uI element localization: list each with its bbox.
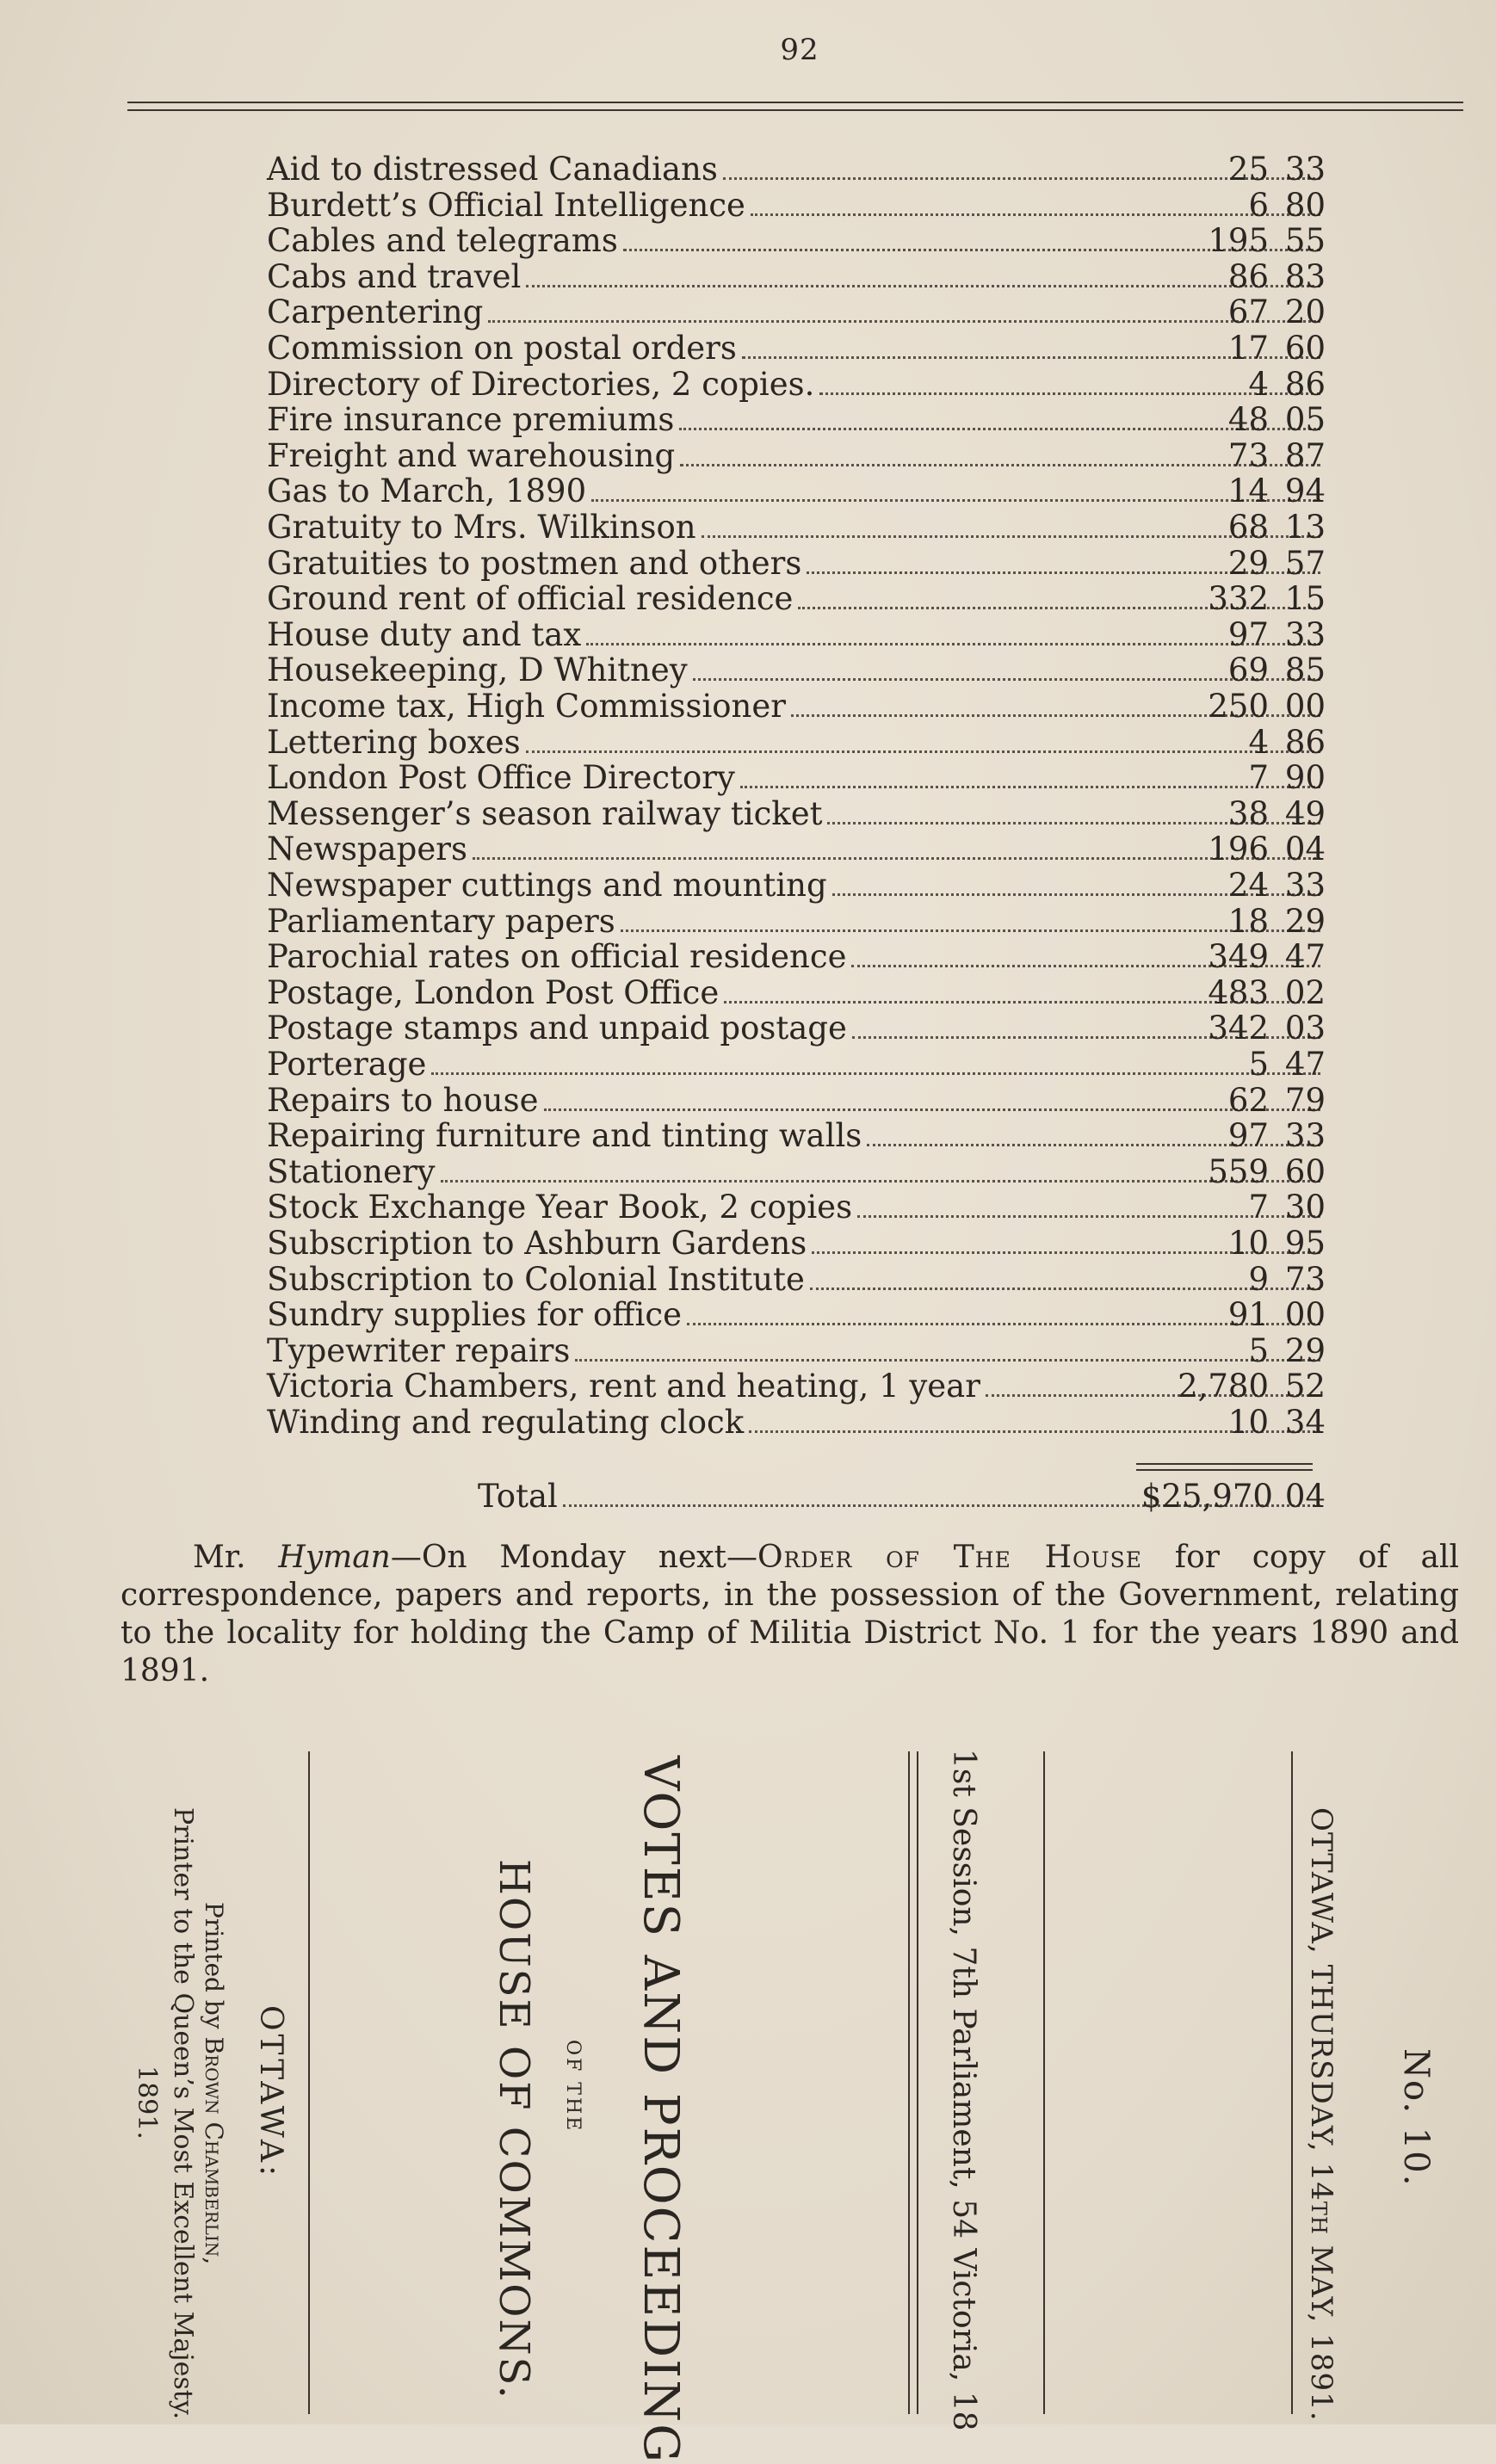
expense-name: Lettering boxes bbox=[267, 723, 521, 761]
expense-dollars: 332 bbox=[1208, 580, 1269, 618]
cover-year: 1891. bbox=[132, 2066, 162, 2140]
notice-text: for copy of all correspondence, papers and reports, in the possession of the Government, relating to the locality for holding the Camp of Militia District No. 1 for the years 1890 and 1891. bbox=[121, 1540, 1459, 1689]
expense-dollars: 7 bbox=[1248, 759, 1269, 797]
expense-cents: 15 bbox=[1284, 580, 1326, 618]
expense-name: Victoria Chambers, rent and heating, 1 year bbox=[267, 1368, 980, 1405]
expense-name: Aid to distressed Canadians bbox=[267, 151, 718, 188]
expense-cents: 85 bbox=[1284, 652, 1326, 689]
cover-rule bbox=[917, 1751, 918, 2414]
expense-cents: 90 bbox=[1284, 759, 1326, 797]
expense-name: Directory of Directories, 2 copies. bbox=[267, 365, 815, 403]
expense-cents: 49 bbox=[1284, 794, 1326, 832]
expense-amount bbox=[1145, 868, 1326, 904]
expense-cents: 73 bbox=[1284, 1260, 1326, 1298]
expense-cents: 47 bbox=[1284, 1046, 1326, 1083]
expense-row bbox=[267, 546, 1326, 582]
expense-name: Commission on postal orders bbox=[267, 330, 737, 367]
expense-cents: 04 bbox=[1284, 831, 1326, 868]
expense-row bbox=[267, 796, 1326, 832]
expense-dollars: 349 bbox=[1208, 938, 1269, 976]
sum-rule bbox=[1136, 1463, 1313, 1465]
expense-amount bbox=[1145, 509, 1326, 546]
expense-row bbox=[267, 760, 1326, 796]
expense-amount bbox=[1145, 1047, 1326, 1083]
cover-city: OTTAWA: bbox=[253, 2005, 288, 2180]
expense-row bbox=[267, 975, 1326, 1011]
expense-cents: 05 bbox=[1284, 401, 1326, 439]
expense-amount bbox=[1145, 725, 1326, 761]
expense-amount bbox=[1145, 1154, 1326, 1190]
expense-row bbox=[267, 330, 1326, 367]
expense-amount bbox=[1145, 689, 1326, 725]
expense-row bbox=[267, 1083, 1326, 1119]
expense-name: Cabs and travel bbox=[267, 257, 522, 295]
total-label: Total bbox=[478, 1478, 558, 1515]
expense-dollars: 14 bbox=[1227, 472, 1269, 510]
expense-cents: 87 bbox=[1284, 436, 1326, 474]
expense-name: Repairing furniture and tinting walls bbox=[267, 1117, 862, 1155]
expense-cents: 86 bbox=[1284, 723, 1326, 761]
expense-amount bbox=[1145, 438, 1326, 474]
cover-printed-by: Printed by Brown Chamberlin, bbox=[200, 1902, 228, 2265]
expense-name: Newspaper cuttings and mounting bbox=[267, 867, 827, 904]
expense-name: Newspapers bbox=[267, 831, 467, 868]
expense-amount bbox=[1145, 831, 1326, 868]
expense-cents: 20 bbox=[1284, 293, 1326, 331]
expense-amount bbox=[1145, 294, 1326, 330]
expense-amount bbox=[1145, 1010, 1326, 1047]
expense-amount bbox=[1145, 151, 1326, 188]
notice-paragraph bbox=[121, 1539, 1459, 1728]
expense-cents: 02 bbox=[1284, 973, 1326, 1011]
expense-name: Income tax, High Commissioner bbox=[267, 688, 786, 725]
expense-row bbox=[267, 151, 1326, 188]
expense-name: Gas to March, 1890 bbox=[267, 472, 587, 510]
expense-dollars: 559 bbox=[1208, 1152, 1269, 1190]
expense-row bbox=[267, 1226, 1326, 1262]
expense-name: Housekeeping, D Whitney bbox=[267, 652, 688, 689]
expense-dollars: 2,780 bbox=[1178, 1368, 1269, 1405]
expense-dollars: 4 bbox=[1248, 723, 1269, 761]
expense-dollars: 29 bbox=[1227, 544, 1269, 582]
expense-name: London Post Office Directory bbox=[267, 759, 735, 797]
expense-name: Carpentering bbox=[267, 293, 484, 331]
expense-cents: 30 bbox=[1284, 1189, 1326, 1226]
expense-dollars: 342 bbox=[1208, 1010, 1269, 1047]
expense-amount bbox=[1145, 796, 1326, 832]
expense-dollars: 5 bbox=[1248, 1046, 1269, 1083]
expense-amount bbox=[1145, 1189, 1326, 1226]
expense-name: Fire insurance premiums bbox=[267, 401, 675, 439]
cover-rule bbox=[1043, 1751, 1045, 2414]
expense-dollars: 25 bbox=[1227, 151, 1269, 188]
expense-name: Porterage bbox=[267, 1046, 427, 1083]
expense-name: Gratuities to postmen and others bbox=[267, 544, 802, 582]
expense-name: House duty and tax bbox=[267, 615, 582, 653]
expense-row bbox=[267, 367, 1326, 403]
expense-dollars: 18 bbox=[1227, 902, 1269, 940]
expense-name: Ground rent of official residence bbox=[267, 580, 794, 618]
expense-cents: 03 bbox=[1284, 1010, 1326, 1047]
cover-issue-number: No. 10. bbox=[1396, 2048, 1436, 2188]
expense-row bbox=[267, 904, 1326, 940]
expense-name: Subscription to Colonial Institute bbox=[267, 1260, 805, 1298]
cover-date: OTTAWA, THURSDAY, 14TH MAY, 1891. bbox=[1304, 1807, 1338, 2422]
expense-row bbox=[267, 438, 1326, 474]
expense-row bbox=[267, 939, 1326, 975]
expense-row bbox=[267, 689, 1326, 725]
expense-cents: 33 bbox=[1284, 1117, 1326, 1155]
cover-title: VOTES AND PROCEEDING bbox=[633, 1756, 689, 2464]
expense-cents: 52 bbox=[1284, 1368, 1326, 1405]
expense-amount bbox=[1145, 1333, 1326, 1369]
expense-cents: 00 bbox=[1284, 1296, 1326, 1334]
expense-row bbox=[267, 223, 1326, 259]
expense-cents: 60 bbox=[1284, 330, 1326, 367]
expense-row bbox=[267, 1189, 1326, 1226]
expense-amount bbox=[1145, 330, 1326, 367]
expense-name: Parliamentary papers bbox=[267, 902, 615, 940]
expense-row bbox=[267, 652, 1326, 689]
expense-dollars: 38 bbox=[1227, 794, 1269, 832]
expense-cents: 00 bbox=[1284, 688, 1326, 725]
expense-dollars: 6 bbox=[1248, 186, 1269, 224]
expense-name: Stock Exchange Year Book, 2 copies bbox=[267, 1189, 853, 1226]
expense-dollars: 250 bbox=[1208, 688, 1269, 725]
expense-amount bbox=[1145, 1083, 1326, 1119]
expense-dollars: 68 bbox=[1227, 509, 1269, 546]
expense-dollars: 9 bbox=[1248, 1260, 1269, 1298]
expense-row bbox=[267, 1154, 1326, 1190]
expense-amount bbox=[1145, 1262, 1326, 1298]
expense-dollars: 17 bbox=[1227, 330, 1269, 367]
total-cents: 04 bbox=[1284, 1478, 1326, 1515]
expense-row bbox=[267, 1333, 1326, 1369]
expense-name: Cables and telegrams bbox=[267, 222, 618, 260]
expense-cents: 33 bbox=[1284, 867, 1326, 904]
expense-row bbox=[267, 1118, 1326, 1154]
expense-amount bbox=[1145, 367, 1326, 403]
cover-printer-title: Printer to the Queen’s Most Excellent Majesty. bbox=[168, 1807, 198, 2420]
expense-cents: 33 bbox=[1284, 151, 1326, 188]
expense-amount bbox=[1145, 1226, 1326, 1262]
expense-cents: 47 bbox=[1284, 938, 1326, 976]
notice-member-name: Hyman bbox=[278, 1540, 391, 1575]
expense-dollars: 483 bbox=[1208, 973, 1269, 1011]
expense-dollars: 24 bbox=[1227, 867, 1269, 904]
notice-member: Mr. bbox=[193, 1540, 279, 1575]
expense-row bbox=[267, 473, 1326, 509]
expense-row bbox=[267, 259, 1326, 295]
expense-name: Postage, London Post Office bbox=[267, 973, 720, 1011]
cover-of-the: OF THE bbox=[562, 2040, 584, 2134]
expense-dollars: 10 bbox=[1227, 1404, 1269, 1441]
expense-amount bbox=[1145, 188, 1326, 224]
expense-amount bbox=[1145, 1118, 1326, 1154]
cover-rule bbox=[308, 1751, 310, 2414]
cover-rule bbox=[1291, 1751, 1293, 2414]
expense-dollars: 5 bbox=[1248, 1331, 1269, 1369]
expense-row bbox=[267, 188, 1326, 224]
expense-dollars: 67 bbox=[1227, 293, 1269, 331]
expense-name: Burdett’s Official Intelligence bbox=[267, 186, 745, 224]
expense-amount bbox=[1145, 904, 1326, 940]
expense-amount bbox=[1145, 939, 1326, 975]
expense-dollars: 69 bbox=[1227, 652, 1269, 689]
expense-row bbox=[267, 1368, 1326, 1405]
expense-cents: 79 bbox=[1284, 1081, 1326, 1119]
expense-row bbox=[267, 509, 1326, 546]
expense-name: Repairs to house bbox=[267, 1081, 539, 1119]
cover-session: 1st Session, 7th Parliament, 54 Victoria, 18 bbox=[946, 1749, 981, 2431]
expense-dollars: 97 bbox=[1227, 615, 1269, 653]
expense-name: Postage stamps and unpaid postage bbox=[267, 1010, 847, 1047]
expense-row bbox=[267, 725, 1326, 761]
expense-cents: 86 bbox=[1284, 365, 1326, 403]
expense-cents: 34 bbox=[1284, 1404, 1326, 1441]
expense-amount bbox=[1145, 259, 1326, 295]
expense-amount bbox=[1145, 223, 1326, 259]
cover-house: HOUSE OF COMMONS. bbox=[490, 1859, 538, 2400]
expense-cents: 60 bbox=[1284, 1152, 1326, 1190]
expense-row bbox=[267, 402, 1326, 438]
expense-name: Winding and regulating clock bbox=[267, 1404, 745, 1441]
expense-amount bbox=[1145, 402, 1326, 438]
expense-amount bbox=[1145, 617, 1326, 653]
cover-rule bbox=[908, 1751, 910, 2414]
expense-cents: 83 bbox=[1284, 257, 1326, 295]
expense-amount bbox=[1145, 975, 1326, 1011]
expense-name: Freight and warehousing bbox=[267, 436, 676, 474]
expense-dollars: 195 bbox=[1208, 222, 1269, 260]
page-number: 92 bbox=[780, 33, 819, 67]
expense-cents: 57 bbox=[1284, 544, 1326, 582]
expense-row bbox=[267, 868, 1326, 904]
expense-cents: 29 bbox=[1284, 1331, 1326, 1369]
expense-cents: 33 bbox=[1284, 615, 1326, 653]
expense-dollars: 91 bbox=[1227, 1296, 1269, 1334]
expense-amount bbox=[1145, 473, 1326, 509]
total-amount bbox=[1141, 1478, 1326, 1515]
expense-cents: 29 bbox=[1284, 902, 1326, 940]
total-dollars: $25,970 bbox=[1141, 1478, 1273, 1515]
expense-name: Typewriter repairs bbox=[267, 1331, 571, 1369]
expense-dollars: 7 bbox=[1248, 1189, 1269, 1226]
notice-order: Order of The House bbox=[757, 1540, 1142, 1575]
expense-cents: 55 bbox=[1284, 222, 1326, 260]
expense-amount bbox=[1145, 1297, 1326, 1333]
expense-dollars: 86 bbox=[1227, 257, 1269, 295]
expense-row bbox=[267, 1262, 1326, 1298]
expense-row bbox=[267, 1047, 1326, 1083]
expense-amount bbox=[1145, 581, 1326, 617]
expense-name: Stationery bbox=[267, 1152, 436, 1190]
sum-rule bbox=[1136, 1469, 1313, 1471]
expense-dollars: 73 bbox=[1227, 436, 1269, 474]
expense-dollars: 4 bbox=[1248, 365, 1269, 403]
expense-name: Sundry supplies for office bbox=[267, 1296, 682, 1334]
expense-amount bbox=[1145, 546, 1326, 582]
notice-lead: —On Monday next— bbox=[390, 1540, 757, 1575]
expense-dollars: 48 bbox=[1227, 401, 1269, 439]
expense-amount bbox=[1145, 1368, 1326, 1405]
expense-cents: 95 bbox=[1284, 1225, 1326, 1262]
expense-row bbox=[267, 1010, 1326, 1047]
expense-row bbox=[267, 294, 1326, 330]
expense-name: Subscription to Ashburn Gardens bbox=[267, 1225, 807, 1262]
expense-row bbox=[267, 581, 1326, 617]
expense-cents: 13 bbox=[1284, 509, 1326, 546]
header-rule bbox=[127, 109, 1463, 111]
expense-name: Parochial rates on official residence bbox=[267, 938, 847, 976]
expense-amount bbox=[1145, 1405, 1326, 1441]
expense-amount bbox=[1145, 760, 1326, 796]
expense-dollars: 196 bbox=[1208, 831, 1269, 868]
expense-dollars: 10 bbox=[1227, 1225, 1269, 1262]
expense-dollars: 97 bbox=[1227, 1117, 1269, 1155]
expense-name: Messenger’s season railway ticket bbox=[267, 794, 823, 832]
expense-cents: 80 bbox=[1284, 186, 1326, 224]
total-row bbox=[267, 1479, 1326, 1515]
expense-cents: 94 bbox=[1284, 472, 1326, 510]
expense-row bbox=[267, 1405, 1326, 1441]
expense-row bbox=[267, 617, 1326, 653]
expense-row bbox=[267, 831, 1326, 868]
expense-row bbox=[267, 1297, 1326, 1333]
header-rule bbox=[127, 102, 1463, 103]
expense-name: Gratuity to Mrs. Wilkinson bbox=[267, 509, 696, 546]
expense-amount bbox=[1145, 652, 1326, 689]
expense-dollars: 62 bbox=[1227, 1081, 1269, 1119]
